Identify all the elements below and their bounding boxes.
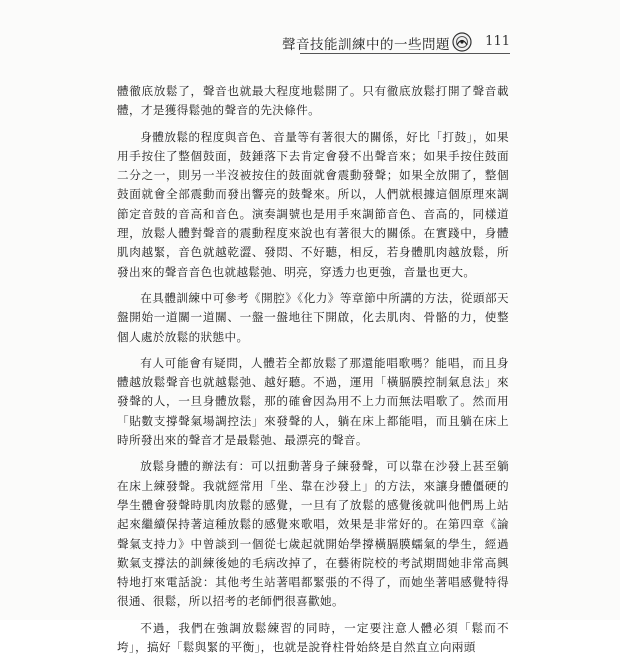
paragraph-3: 在具體訓練中可參考《開腔》《化力》等章節中所講的方法，從頭部天盤開始一道關一道關、一盤一盤地往下開啟，化去肌肉、骨骼的力，使整個人處於放鬆的狀態中。 bbox=[117, 290, 509, 344]
chapter-title: 聲音技能訓練中的一些問題 bbox=[282, 37, 450, 53]
paragraph-4: 有人可能會有疑問，人體若全都放鬆了那還能唱歌嗎？能唱，而且身體越放鬆聲音也就越鬆弛、越好聽。不過，運用「橫膈膜控制氣息法」來發聲的人，一旦身體放鬆，那的確會因為用不上力而無法唱歌了。然而用「貼數支撐聲氣場調控法」來發聲的人，躺在床上都能唱，而且躺在床上時所發出來的聲音才是最鬆弛、最漂亮的聲音。 bbox=[117, 355, 509, 448]
body-text bbox=[117, 82, 509, 664]
running-header bbox=[282, 32, 510, 54]
paragraph-1: 體徹底放鬆了，聲音也就最大程度地鬆開了。只有徹底放鬆打開了聲音載體，才是獲得鬆弛的聲音的先決條件。 bbox=[117, 84, 509, 118]
page-number: 111 bbox=[485, 34, 510, 49]
paragraph-2: 身體放鬆的程度與音色、音量等有著很大的關係，好比「打鼓」，如果用手按住了整個鼓面，鼓錘落下去肯定會發不出聲音來；如果手按住鼓面二分之一，則另一半沒被按住的鼓面就會震動發聲；如果全放開了，整個鼓面就會全部震動而發出響亮的鼓聲來。所以，人們就根據這個原理來調節定音鼓的音高和音色。演奏調號也是用手來調節音色、音高的，同樣道理，放鬆人體對聲音的震動程度來說也有著很大的關係。在實踐中，身體肌肉越緊，音色就越乾澀、發悶、不好聽，相反，若身體肌肉越放鬆，所發出來的聲音音色也就越鬆弛、明亮，穿透力也更強，音量也更大。 bbox=[117, 129, 509, 279]
decorative-emblem-icon bbox=[452, 32, 472, 52]
header-divider bbox=[300, 53, 510, 54]
paragraph-5: 放鬆身體的辦法有：可以扭動著身子練發聲，可以靠在沙發上甚至躺在床上練發聲。我就經常用「坐、靠在沙發上」的方法，來讓身體僵硬的學生體會發聲時肌肉放鬆的感覺，一旦有了放鬆的感覺後就叫他們馬上站起來繼續保持著這種放鬆的感覺來歌唱，效果是非常好的。在第四章《論聲氣支持力》中曾談到一個從七歲起就開始學撐橫膈膜蠕氣的學生，經過歎氣支撐法的訓練後她的毛病改掉了，在藝術院校的考試期間她非常高興特地打來電話說：其他考生站著唱都緊張的不得了，而她坐著唱感覺特得很通、很鬆，所以招考的老師們很喜歡她。 bbox=[117, 459, 509, 609]
paragraph-6: 不過，我們在強調放鬆練習的同時，一定要注意人體必須「鬆而不垮」，搞好「鬆與緊的平衡」，也就是說脊柱骨始終是自然直立向兩頭 bbox=[117, 620, 509, 655]
